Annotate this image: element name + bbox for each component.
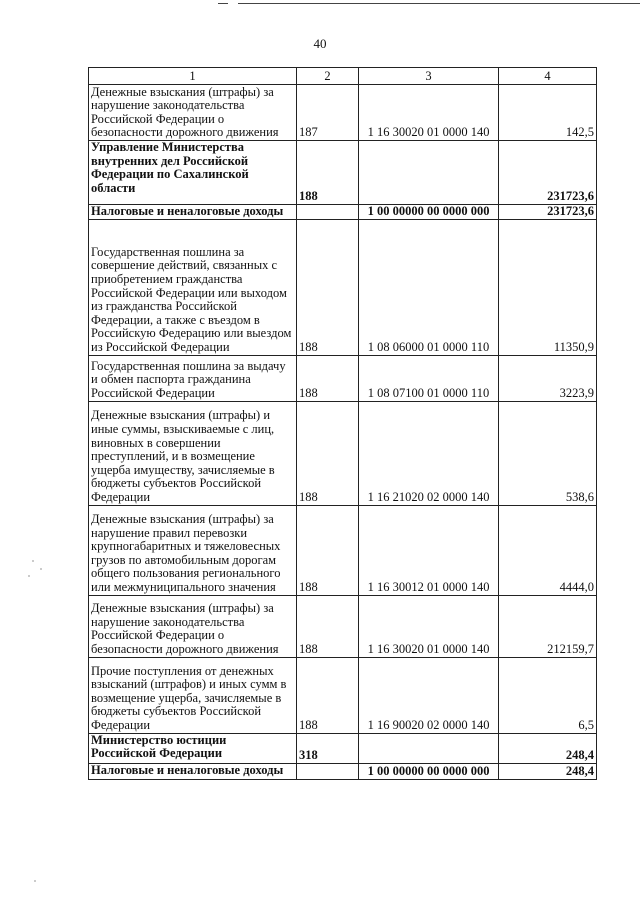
row-kbk-cell: 1 08 06000 01 0000 110 [359,219,499,355]
row-code-cell: 188 [297,219,359,355]
row-kbk-cell: 1 16 30012 01 0000 140 [359,505,499,595]
table-row [89,595,597,657]
row-code-cell: 188 [297,505,359,595]
row-amount-cell: 142,5 [499,85,597,141]
row-kbk-cell [359,733,499,763]
column-header-2: 2 [297,68,359,85]
revenue-table [88,67,597,780]
row-code-cell [297,205,359,220]
row-kbk-cell: 1 16 90020 02 0000 140 [359,657,499,733]
row-kbk-cell: 1 08 07100 01 0000 110 [359,355,499,401]
row-amount-cell: 538,6 [499,401,597,505]
row-code-cell: 188 [297,355,359,401]
row-amount-cell: 11350,9 [499,219,597,355]
row-amount-cell: 4444,0 [499,505,597,595]
column-header-4: 4 [499,68,597,85]
table-row [89,505,597,595]
table-row [89,85,597,141]
column-header-3: 3 [359,68,499,85]
scan-speck [28,575,30,577]
scan-speck [40,568,42,570]
table-header-row [89,68,597,85]
table-row [89,205,597,220]
row-kbk-cell: 1 00 00000 00 0000 000 [359,763,499,779]
row-name-cell: Налоговые и неналоговые доходы [89,205,297,220]
row-name-cell: Денежные взыскания (штрафы) и иные суммы, взыскиваемые с лиц, виновных в совершении преступлений, и в возмещение ущерба имуществу, зачисляемые в бюджеты субъектов Российской Федерации [89,401,297,505]
row-name-cell: Налоговые и неналоговые доходы [89,763,297,779]
scan-speck [32,560,34,562]
row-code-cell: 188 [297,141,359,205]
table-row [89,219,597,355]
row-kbk-cell: 1 16 21020 02 0000 140 [359,401,499,505]
row-name-cell: Управление Министерства внутренних дел Российской Федерации по Сахалинской области [89,141,297,205]
row-amount-cell: 248,4 [499,763,597,779]
row-kbk-cell: 1 16 30020 01 0000 140 [359,595,499,657]
row-name-cell: Государственная пошлина за совершение действий, связанных с приобретением гражданства Российской Федерации или выходом из гражданства Российской Федерации, а также с въездом в Российскую Федерацию или выездом из Российской Федерации [89,219,297,355]
column-header-1: 1 [89,68,297,85]
scan-speck [34,880,36,882]
row-kbk-cell: 1 00 00000 00 0000 000 [359,205,499,220]
row-code-cell: 188 [297,401,359,505]
scan-top-rule-left [218,3,228,4]
row-code-cell [297,763,359,779]
row-name-cell: Министерство юстиции Российской Федерации [89,733,297,763]
table-body [89,85,597,780]
row-amount-cell: 6,5 [499,657,597,733]
row-kbk-cell: 1 16 30020 01 0000 140 [359,85,499,141]
row-code-cell: 188 [297,595,359,657]
row-amount-cell: 3223,9 [499,355,597,401]
row-name-cell: Денежные взыскания (штрафы) за нарушение законодательства Российской Федерации о безопасности дорожного движения [89,85,297,141]
table-row [89,763,597,779]
table-row [89,733,597,763]
table-row [89,401,597,505]
table-row [89,141,597,205]
row-name-cell: Государственная пошлина за выдачу и обмен паспорта гражданина Российской Федерации [89,355,297,401]
row-name-cell: Денежные взыскания (штрафы) за нарушение правил перевозки крупногабаритных и тяжеловесных грузов по автомобильным дорогам общего пользования регионального или межмуниципального значения [89,505,297,595]
row-amount-cell: 248,4 [499,733,597,763]
row-code-cell: 187 [297,85,359,141]
row-kbk-cell [359,141,499,205]
row-code-cell: 188 [297,657,359,733]
row-name-cell: Денежные взыскания (штрафы) за нарушение законодательства Российской Федерации о безопасности дорожного движения [89,595,297,657]
row-amount-cell: 231723,6 [499,141,597,205]
row-amount-cell: 212159,7 [499,595,597,657]
row-amount-cell: 231723,6 [499,205,597,220]
row-code-cell: 318 [297,733,359,763]
scan-top-rule [238,3,640,4]
table-row [89,657,597,733]
table-row [89,355,597,401]
row-name-cell: Прочие поступления от денежных взысканий (штрафов) и иных сумм в возмещение ущерба, зачисляемые в бюджеты субъектов Российской Федерации [89,657,297,733]
page-number: 40 [313,36,327,51]
